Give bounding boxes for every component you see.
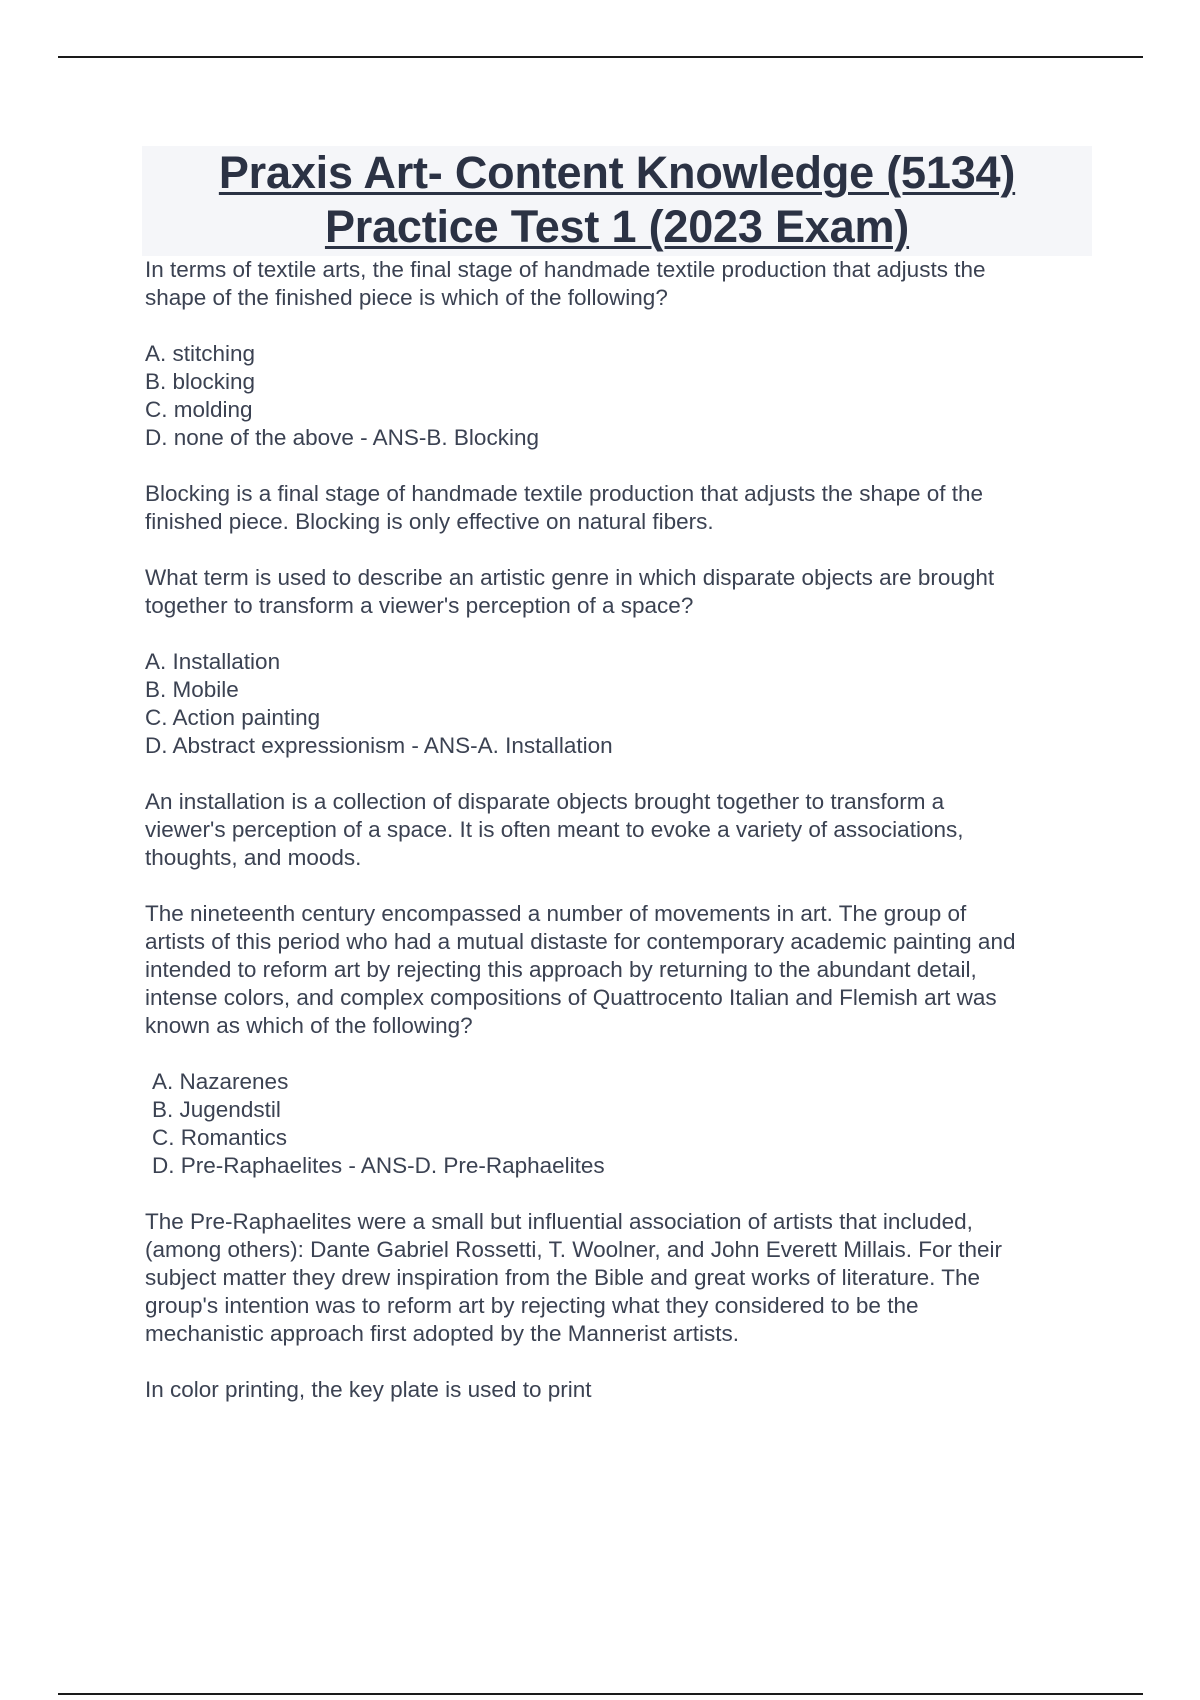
option-a: A. Nazarenes xyxy=(152,1069,289,1094)
option-b: B. Jugendstil xyxy=(152,1097,281,1122)
question-line: together to transform a viewer's perception of a space? xyxy=(145,593,694,618)
question-line: known as which of the following? xyxy=(145,1013,473,1038)
options-1 xyxy=(145,340,1095,452)
option-a: A. stitching xyxy=(145,341,256,366)
option-b: B. blocking xyxy=(145,369,256,394)
explanation-line: viewer's perception of a space. It is often meant to evoke a variety of associations, xyxy=(145,817,964,842)
title-line-1: Praxis Art- Content Knowledge (5134) xyxy=(218,147,1016,198)
explanation-line: group's intention was to reform art by rejecting what they considered to be the xyxy=(145,1293,919,1318)
option-d-answer: D. Abstract expressionism - ANS-A. Installation xyxy=(145,733,613,758)
question-line: shape of the finished piece is which of the following? xyxy=(145,285,668,310)
option-c: C. molding xyxy=(145,397,253,422)
question-3 xyxy=(145,900,1095,1040)
question-line: In color printing, the key plate is used to print xyxy=(145,1377,592,1402)
explanation-1 xyxy=(145,480,1095,536)
title-line-2: Practice Test 1 (2023 Exam) xyxy=(324,201,910,252)
explanation-2 xyxy=(145,788,1095,872)
question-2 xyxy=(145,564,1095,620)
explanation-line: The Pre-Raphaelites were a small but influential association of artists that included, xyxy=(145,1209,973,1234)
option-a: A. Installation xyxy=(145,649,281,674)
option-b: B. Mobile xyxy=(145,677,239,702)
question-line: intended to reform art by rejecting this approach by returning to the abundant detail, xyxy=(145,957,977,982)
question-line: The nineteenth century encompassed a number of movements in art. The group of xyxy=(145,901,967,926)
page-title xyxy=(142,146,1092,256)
option-d-answer: D. Pre-Raphaelites - ANS-D. Pre-Raphaelites xyxy=(152,1153,605,1178)
bottom-rule xyxy=(58,1693,1143,1695)
option-c: C. Romantics xyxy=(152,1125,288,1150)
question-line: intense colors, and complex compositions of Quattrocento Italian and Flemish art was xyxy=(145,985,997,1010)
question-line: artists of this period who had a mutual distaste for contemporary academic painting and xyxy=(145,929,1016,954)
question-1 xyxy=(145,256,1095,312)
explanation-line: mechanistic approach first adopted by the Mannerist artists. xyxy=(145,1321,740,1346)
options-3 xyxy=(145,1068,1095,1180)
option-c: C. Action painting xyxy=(145,705,321,730)
question-4 xyxy=(145,1376,1095,1404)
top-rule xyxy=(58,56,1143,58)
explanation-line: Blocking is a final stage of handmade textile production that adjusts the shape of the xyxy=(145,481,984,506)
option-d-answer: D. none of the above - ANS-B. Blocking xyxy=(145,425,539,450)
explanation-line: An installation is a collection of disparate objects brought together to transform a xyxy=(145,789,945,814)
question-line: What term is used to describe an artistic genre in which disparate objects are brought xyxy=(145,565,995,590)
explanation-line: (among others): Dante Gabriel Rossetti, T. Woolner, and John Everett Millais. For their xyxy=(145,1237,1003,1262)
explanation-3 xyxy=(145,1208,1095,1348)
explanation-line: finished piece. Blocking is only effective on natural fibers. xyxy=(145,509,714,534)
explanation-line: subject matter they drew inspiration from the Bible and great works of literature. The xyxy=(145,1265,980,1290)
options-2 xyxy=(145,648,1095,760)
question-line: In terms of textile arts, the final stage of handmade textile production that adjusts the xyxy=(145,257,986,282)
explanation-line: thoughts, and moods. xyxy=(145,845,362,870)
document-body xyxy=(145,256,1095,1432)
